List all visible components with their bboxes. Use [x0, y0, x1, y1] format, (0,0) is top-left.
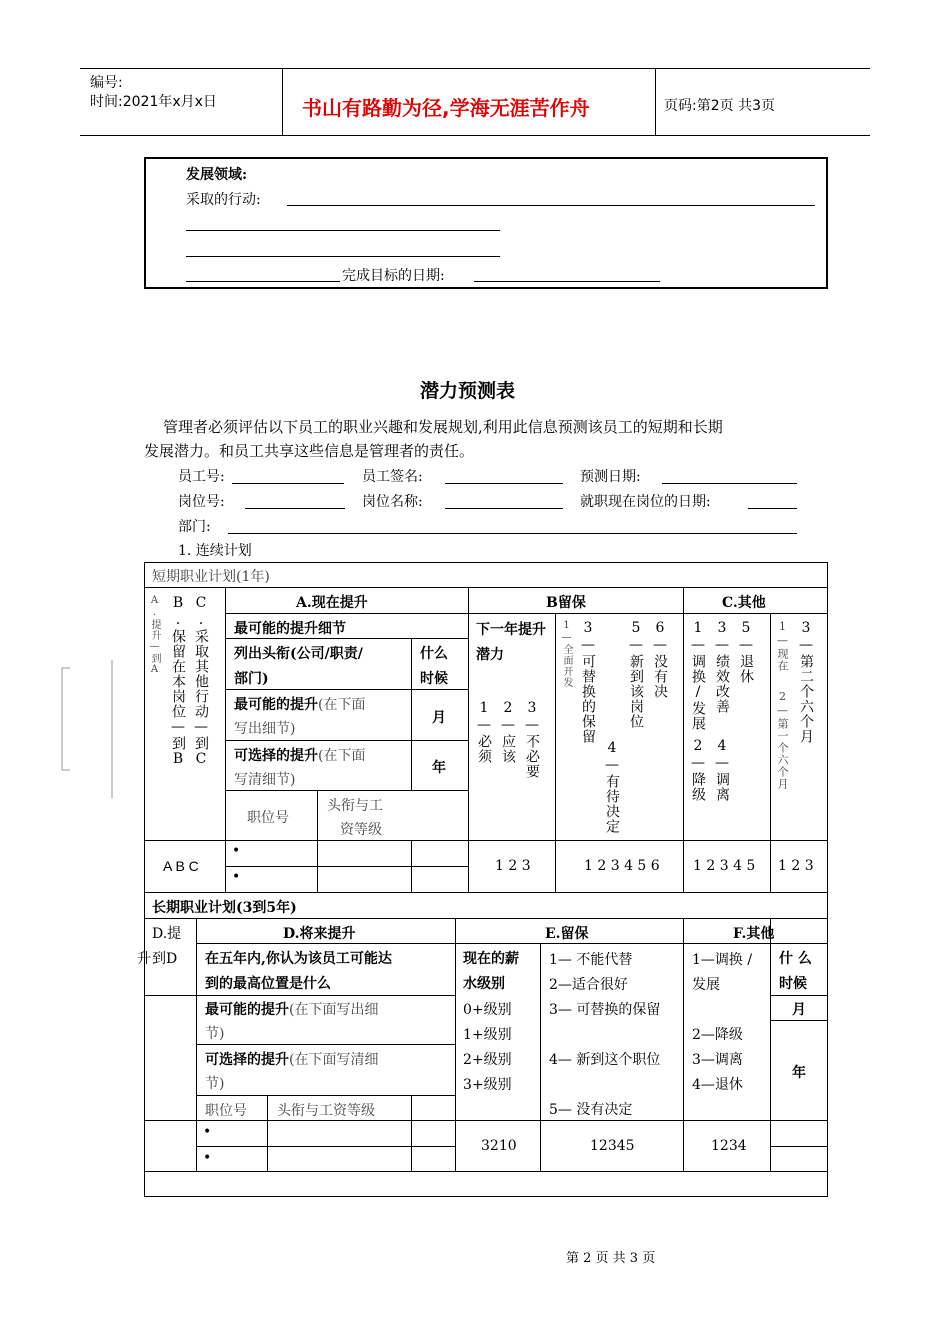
most-possible-bold: 最可能的提升 — [234, 697, 318, 713]
e-option-2: 2—适合很好 — [549, 977, 628, 993]
dev-target-date-label: 完成目标的日期: — [342, 268, 445, 284]
col-e-header: E.留保 — [545, 926, 589, 942]
form-title: 潜力预测表 — [420, 380, 516, 402]
e-option-4: 4— 新到这个职位 — [549, 1052, 661, 1068]
lt-row-3210: 3210 — [481, 1138, 517, 1154]
most-possible-note: (在下面 — [318, 697, 366, 713]
col-a-header: A.现在提升 — [296, 595, 368, 611]
lt-most-possible-line2: 节) — [205, 1026, 225, 1042]
lt-when-1: 什 么 — [779, 951, 812, 967]
forecast-date-label: 预测日期: — [580, 469, 641, 485]
lt-bullet-1: • — [203, 1124, 212, 1140]
row-123456: 1 2 3 4 5 6 — [584, 858, 660, 874]
lt-most-possible-note: (在下面写出细 — [289, 1002, 379, 1018]
c-desc-3: 3—绩效改善 — [714, 620, 730, 714]
optional-bold: 可选择的提升 — [234, 748, 318, 764]
d-left-3: 到D — [152, 951, 178, 967]
t-desc-3: 3—第二个六个月 — [798, 620, 814, 744]
lt-row-12345: 12345 — [590, 1138, 635, 1154]
lt-month: 月 — [792, 1002, 806, 1018]
lt-optional-line1 — [205, 1049, 378, 1069]
position-name-label: 岗位名称: — [362, 494, 423, 510]
when-label-1: 什么 — [420, 646, 448, 662]
short-term-caption: 短期职业计划(1年) — [152, 569, 270, 585]
optional-note: (在下面 — [318, 748, 366, 764]
section-1-heading: 1. 连续计划 — [178, 543, 252, 559]
long-term-caption: 长期职业计划(3到5年) — [152, 900, 297, 916]
lt-position-no-header: 职位号 — [205, 1103, 247, 1119]
row-12345: 1 2 3 4 5 — [693, 858, 756, 874]
lt-most-possible-line1 — [205, 999, 378, 1019]
salary-level-0: 0+级别 — [463, 1002, 512, 1018]
b-desc-2: 3—可替换的保留 — [580, 620, 596, 744]
row-abc: A B C — [163, 858, 199, 874]
salary-level-1: 1+级别 — [463, 1027, 512, 1043]
row-123b: 1 2 3 — [778, 858, 814, 874]
list-title-line1: 列出头衔(公司/职责/ — [234, 646, 363, 662]
left-vertical-c: C.采取其他行动—到C — [193, 595, 209, 768]
lt-row-1234: 1234 — [711, 1138, 747, 1154]
month-label: 月 — [432, 710, 446, 726]
b-option-3: 3—不必要 — [524, 700, 540, 779]
f-option-3: 3—调离 — [692, 1052, 743, 1068]
c-desc-5: 5—退休 — [738, 620, 754, 684]
optional-line1 — [234, 745, 365, 765]
title-grade-line2: 资等级 — [340, 822, 382, 838]
lt-optional-line2: 节) — [205, 1076, 225, 1092]
optional-line2: 写清细节) — [234, 772, 296, 788]
lt-optional-note: (在下面写清细 — [289, 1052, 379, 1068]
lt-year: 年 — [792, 1065, 806, 1081]
lt-most-possible-bold: 最可能的提升 — [205, 1002, 289, 1018]
intro-line-2: 发展潜力。和员工共享这些信息是管理者的责任。 — [144, 442, 475, 460]
t-desc-1: 1—现在 — [776, 620, 789, 672]
year-label: 年 — [432, 760, 446, 776]
e-option-5: 5— 没有决定 — [549, 1102, 633, 1118]
next-year-potential: 下一年提升潜力 — [476, 622, 546, 663]
b-option-2: 2—应该 — [500, 700, 516, 764]
c-desc-2: 2—降级 — [690, 738, 706, 802]
salary-level-line2: 水级别 — [463, 976, 505, 992]
header-motto: 书山有路勤为径,学海无涯苦作舟 — [302, 96, 590, 120]
most-possible-line1 — [234, 694, 365, 714]
lt-bullet-2: • — [203, 1150, 212, 1166]
dev-area-label: 发展领域: — [186, 167, 248, 183]
employee-no-label: 员工号: — [178, 469, 225, 485]
lt-when-2: 时候 — [779, 976, 807, 992]
e-option-3: 3— 可替换的保留 — [549, 1002, 661, 1018]
d-left-2: 升 — [137, 951, 151, 967]
doc-time-label: 时间:2021年x月x日 — [90, 94, 217, 110]
employee-sign-label: 员工签名: — [362, 469, 423, 485]
highest-position-line1: 在五年内,你认为该员工可能达 — [205, 951, 392, 967]
c-desc-1: 1—调换/发展 — [690, 620, 706, 731]
position-no-label: 岗位号: — [178, 494, 225, 510]
when-label-2: 时候 — [420, 671, 448, 687]
most-likely-details: 最可能的提升细节 — [234, 621, 346, 637]
left-vertical-b: B.保留在本岗位—到B — [170, 595, 186, 768]
salary-level-line1: 现在的薪 — [463, 951, 519, 967]
start-date-label: 就职现在岗位的日期: — [580, 494, 711, 510]
col-d-header: D.将来提升 — [283, 926, 356, 942]
col-f-header: F.其他 — [733, 926, 775, 942]
salary-level-2: 2+级别 — [463, 1052, 512, 1068]
title-grade-line1: 头衔与工 — [327, 798, 383, 814]
lt-optional-bold: 可选择的提升 — [205, 1052, 289, 1068]
dev-action-label: 采取的行动: — [186, 192, 261, 208]
b-option-1: 1—必须 — [476, 700, 492, 764]
f-option-1: 1—调换 / 发展 — [692, 952, 753, 993]
salary-level-3: 3+级别 — [463, 1077, 512, 1093]
c-desc-4: 4—调离 — [714, 738, 730, 802]
e-option-1: 1— 不能代替 — [549, 952, 633, 968]
position-no-header: 职位号 — [247, 810, 289, 826]
highest-position-line2: 到的最高位置是什么 — [205, 976, 331, 992]
col-c-header: C.其他 — [722, 595, 766, 611]
f-options — [692, 948, 770, 1098]
row-123: 1 2 3 — [495, 858, 531, 874]
department-label: 部门: — [178, 519, 211, 535]
lt-title-grade-header: 头衔与工资等级 — [277, 1103, 375, 1119]
page-footer: 第 2 页 共 3 页 — [566, 1251, 656, 1266]
col-b-header: B留保 — [546, 595, 586, 611]
b-desc-4: 5—新到该岗位 — [628, 620, 644, 729]
b-desc-1: 1—全面开发 — [561, 620, 572, 688]
salary-level-list — [463, 998, 512, 1098]
doc-number-label: 编号: — [90, 75, 123, 91]
page-indicator: 页码:第2页 共3页 — [664, 98, 775, 114]
left-vertical-a: A.提升—到A — [149, 595, 160, 676]
bullet-2: • — [232, 869, 241, 885]
bullet-1: • — [232, 843, 241, 859]
e-options — [549, 948, 679, 1123]
b-desc-5: 6—没有决 — [652, 620, 668, 699]
f-option-2: 2—降级 — [692, 1027, 743, 1043]
d-left-1: D.提 — [152, 926, 182, 942]
intro-line-1: 管理者必须评估以下员工的职业兴趣和发展规划,利用此信息预测该员工的短期和长期 — [163, 418, 723, 436]
f-option-4: 4—退休 — [692, 1077, 743, 1093]
b-desc-3: 4—有待决定 — [604, 740, 620, 834]
list-title-line2: 部门) — [234, 671, 269, 687]
most-possible-line2: 写出细节) — [234, 721, 296, 737]
t-desc-2: 2—第一个六个月 — [776, 690, 789, 790]
